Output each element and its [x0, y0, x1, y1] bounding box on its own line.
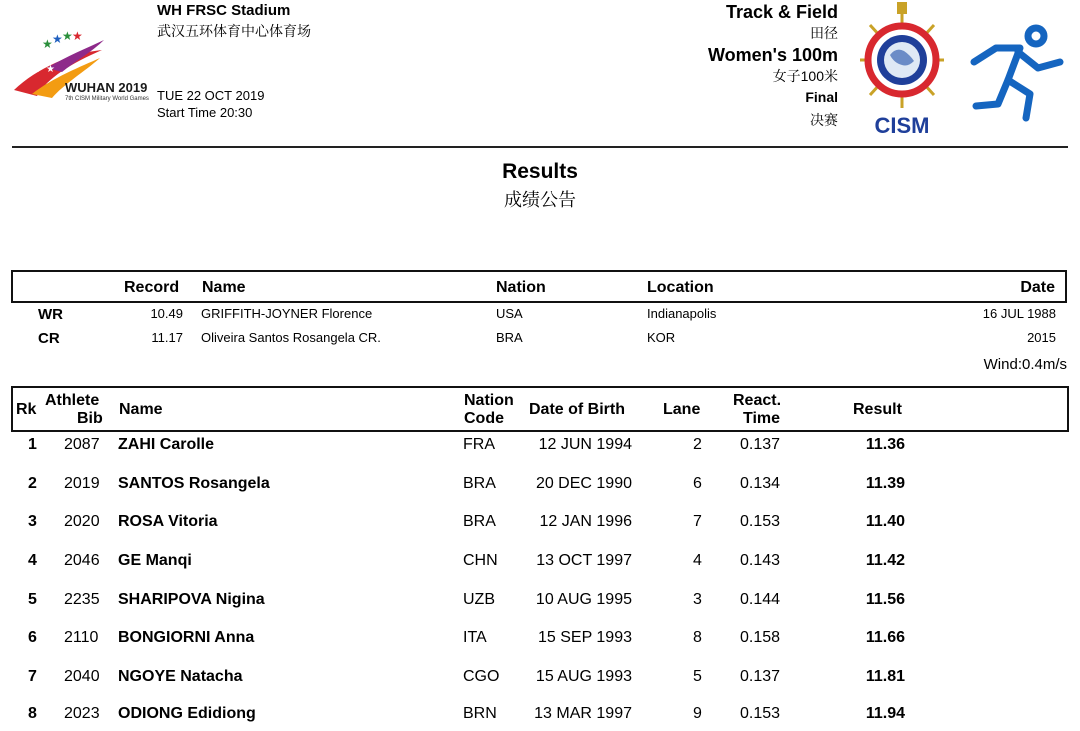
col-result: Result: [853, 401, 902, 418]
sport-name-cn: 田径: [810, 25, 838, 41]
rank-cell: 1: [28, 436, 37, 453]
table-row: [0, 629, 1080, 653]
cism-emblem-icon: [852, 0, 952, 140]
lane-cell: 8: [693, 629, 702, 646]
rank-cell: 5: [28, 591, 37, 608]
rank-cell: 6: [28, 629, 37, 646]
header-divider: [12, 146, 1068, 148]
phase-en: Final: [805, 89, 838, 105]
bib-cell: 2087: [64, 436, 100, 453]
dob-cell: 13 OCT 1997: [536, 552, 632, 569]
nation-cell: FRA: [463, 436, 495, 453]
event-date: TUE 22 OCT 2019: [157, 88, 265, 103]
wind-reading: Wind:0.4m/s: [983, 356, 1067, 373]
react-time-cell: 0.144: [740, 591, 781, 608]
nation-cell: CGO: [463, 668, 500, 685]
dob-cell: 12 JAN 1996: [539, 513, 632, 530]
col-record: Record: [124, 279, 180, 296]
sport-name-en: Track & Field: [725, 2, 838, 22]
col-nation-line2: Code: [464, 410, 504, 427]
col-name: Name: [202, 279, 246, 296]
record-date: 16 JUL 1988: [982, 306, 1056, 321]
nation-cell: CHN: [463, 552, 498, 569]
col-nation-line1: Nation: [464, 392, 514, 409]
dob-cell: 15 SEP 1993: [537, 629, 632, 646]
athlete-name-cell: BONGIORNI Anna: [118, 629, 255, 646]
record-type: WR: [38, 306, 63, 323]
dob-cell: 13 MAR 1997: [534, 705, 632, 722]
col-react-line1: React.: [733, 392, 782, 409]
athlete-name-cell: NGOYE Natacha: [118, 668, 243, 685]
record-nation: BRA: [496, 330, 523, 345]
col-dob: Date of Birth: [529, 401, 625, 418]
table-row: [0, 552, 1080, 576]
lane-cell: 9: [693, 705, 702, 722]
start-time: Start Time 20:30: [157, 105, 253, 120]
result-cell: 11.94: [865, 705, 905, 722]
athlete-name-cell: SHARIPOVA Nigina: [118, 591, 265, 608]
record-location: Indianapolis: [647, 306, 717, 321]
page-title-cn: 成绩公告: [504, 190, 576, 210]
athlete-name-cell: ZAHI Carolle: [118, 436, 215, 453]
dob-cell: 15 AUG 1993: [535, 668, 632, 685]
svg-text:★: ★: [72, 29, 83, 43]
col-bib-line2: Bib: [77, 410, 103, 427]
event-name-cn: 女子100米: [772, 68, 838, 84]
event-name-en: Women's 100m: [708, 45, 838, 65]
record-date: 2015: [1027, 330, 1056, 345]
rank-cell: 7: [28, 668, 37, 685]
page-title: Results: [502, 160, 578, 183]
dob-cell: 10 AUG 1995: [535, 591, 632, 608]
record-value: 11.17: [151, 330, 183, 345]
table-row: [0, 668, 1080, 692]
result-cell: 11.66: [865, 629, 905, 646]
react-time-cell: 0.137: [740, 668, 781, 685]
nation-cell: UZB: [463, 591, 495, 608]
col-date: Date: [1020, 279, 1055, 296]
lane-cell: 2: [693, 436, 702, 453]
lane-cell: 4: [693, 552, 702, 569]
react-time-cell: 0.137: [740, 436, 781, 453]
col-rank: Rk: [16, 401, 37, 418]
col-location: Location: [647, 279, 714, 296]
rank-cell: 8: [28, 705, 37, 722]
react-time-cell: 0.158: [740, 629, 781, 646]
lane-cell: 5: [693, 668, 702, 685]
lane-cell: 6: [693, 475, 702, 492]
logo-subtitle: 7th CISM Military World Games: [65, 96, 149, 102]
record-location: KOR: [647, 330, 676, 345]
result-cell: 11.56: [865, 591, 905, 608]
records-header: [11, 270, 1067, 303]
record-type: CR: [38, 330, 60, 347]
svg-text:★: ★: [62, 29, 73, 43]
result-cell: 11.36: [865, 436, 905, 453]
result-cell: 11.40: [865, 513, 905, 530]
record-holder: GRIFFITH-JOYNER Florence: [201, 306, 373, 321]
bib-cell: 2235: [64, 591, 100, 608]
react-time-cell: 0.153: [740, 513, 781, 530]
athlete-name-cell: ODIONG Edidiong: [118, 705, 256, 722]
table-row: [0, 513, 1080, 537]
bib-cell: 2046: [64, 552, 100, 569]
col-name: Name: [119, 401, 163, 418]
result-cell: 11.39: [865, 475, 905, 492]
result-cell: 11.81: [865, 668, 905, 685]
bib-cell: 2019: [64, 475, 100, 492]
cism-label: CISM: [874, 113, 930, 138]
react-time-cell: 0.143: [740, 552, 781, 569]
runner-icon: [968, 22, 1068, 122]
react-time-cell: 0.134: [740, 475, 781, 492]
rank-cell: 4: [28, 552, 37, 569]
svg-text:★: ★: [42, 37, 53, 51]
record-row: [0, 306, 1080, 328]
bib-cell: 2110: [64, 629, 99, 646]
results-header: [11, 386, 1069, 432]
rank-cell: 3: [28, 513, 37, 530]
phase-cn: 决赛: [810, 112, 838, 128]
nation-cell: ITA: [463, 629, 487, 646]
nation-cell: BRA: [463, 475, 496, 492]
col-nation: Nation: [496, 279, 546, 296]
bib-cell: 2020: [64, 513, 100, 530]
table-row: [0, 436, 1080, 460]
logo-year: WUHAN 2019: [65, 80, 148, 95]
venue-name-en: WH FRSC Stadium: [157, 2, 291, 19]
rank-cell: 2: [28, 475, 37, 492]
table-row: [0, 591, 1080, 615]
athlete-name-cell: GE Manqi: [118, 552, 192, 569]
athlete-name-cell: SANTOS Rosangela: [118, 475, 270, 492]
col-bib-line1: Athlete: [45, 392, 100, 409]
record-nation: USA: [496, 306, 523, 321]
table-row: [0, 705, 1080, 729]
react-time-cell: 0.153: [740, 705, 781, 722]
lane-cell: 3: [693, 591, 702, 608]
venue-name-cn: 武汉五环体育中心体育场: [157, 23, 311, 39]
result-cell: 11.42: [865, 552, 905, 569]
record-value: 10.49: [150, 306, 183, 321]
dob-cell: 20 DEC 1990: [535, 475, 632, 492]
nation-cell: BRA: [463, 513, 496, 530]
svg-text:★: ★: [46, 64, 55, 75]
record-row: [0, 330, 1080, 352]
dob-cell: 12 JUN 1994: [538, 436, 632, 453]
svg-text:★: ★: [32, 64, 41, 75]
col-react-line2: Time: [743, 410, 781, 427]
lane-cell: 7: [693, 513, 702, 530]
col-lane: Lane: [663, 401, 701, 418]
bib-cell: 2040: [64, 668, 100, 685]
bib-cell: 2023: [64, 705, 100, 722]
nation-cell: BRN: [463, 705, 497, 722]
svg-text:★: ★: [52, 32, 63, 46]
table-row: [0, 475, 1080, 499]
athlete-name-cell: ROSA Vitoria: [118, 513, 218, 530]
record-holder: Oliveira Santos Rosangela CR.: [201, 330, 381, 345]
